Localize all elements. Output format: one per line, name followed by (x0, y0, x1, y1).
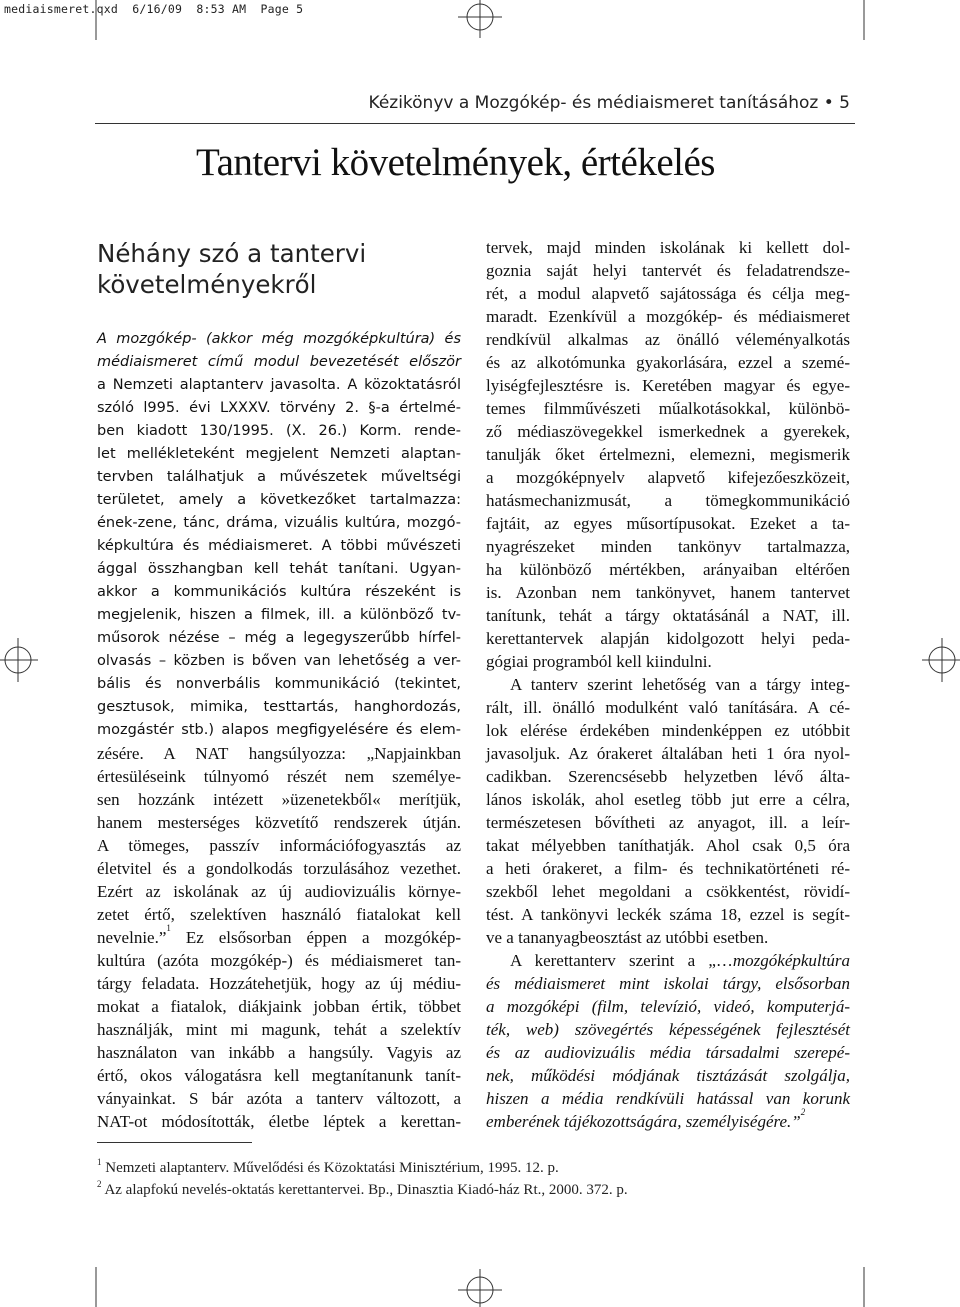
text-line (486, 1107, 850, 1133)
text-line (97, 834, 461, 857)
line-text: maradt. Ezenkívül a mozgókép- és médiaismeret (486, 307, 850, 326)
line-text: rét, a modul alapvető sajátossága és célja meg- (486, 284, 850, 303)
line-text: médiaismeret című modul bevezetését először (97, 354, 461, 370)
footnote-text: Az alapfokú nevelés-oktatás kerettantervei. Bp., Dinasztia Kiadó-ház Rt., 2000. 372. p. (104, 1182, 628, 1198)
text-line (486, 466, 850, 489)
line-text: let mellékleteként megjelent Nemzeti alaptan- (97, 446, 461, 462)
crop-mark-top-right (860, 0, 960, 60)
line-text: műsorok nézése – még a legegyszerűbb hírfel- (97, 630, 461, 646)
line-text: A kerettanterv szerint a „… (510, 951, 733, 970)
text-line (97, 650, 461, 673)
print-slug: mediaismeret.qxd 6/16/09 8:53 AM Page 5 (4, 2, 304, 16)
crop-mark-top-left (0, 0, 100, 60)
section-subheading (97, 238, 437, 300)
text-line (486, 397, 850, 420)
line-text: hatásmechanizmusát, a tömegkommunikáció (486, 491, 850, 510)
line-text: ványainkat. S bár azóta a tanterv változott, a (97, 1089, 461, 1108)
text-line (486, 880, 850, 903)
line-text: értesüléseink túlnyomó részét nem személye- (97, 767, 461, 786)
line-text: rált, ill. önálló modulként való tanítására. A cé- (486, 698, 850, 717)
line-text: ha különböző mértékben, arányaiban eltérően (486, 560, 850, 579)
line-text: életvitel és a gondolkodás torzulásához vezethet. (97, 859, 461, 878)
line-text: kerettantervek alapján kidolgozott helyi peda- (486, 629, 850, 648)
text-line (486, 650, 850, 673)
line-text: ve a tananyagbeosztást az utóbbi esetben. (486, 928, 769, 947)
line-text: kultúra (azóta mozgókép-) és médiaismeret tan- (97, 951, 461, 970)
line-text: megjelenik, hiszen a filmek, ill. a különböző tv- (97, 607, 461, 623)
subheading-line: követelményekről (97, 270, 317, 299)
line-text: temes filmművészeti műalkotásokkal, különbö- (486, 399, 850, 418)
right-column (486, 236, 850, 1133)
text-line (486, 328, 850, 351)
text-line (486, 719, 850, 742)
line-text: képkultúra és médiaismeret. A többi művészeti (97, 538, 461, 554)
text-line (486, 282, 850, 305)
footnote-rule (97, 1142, 252, 1143)
registration-mark-left (0, 630, 40, 690)
text-line (97, 420, 461, 443)
line-text: javasoljuk. Az órakeret általában heti 1 óra nyol- (486, 744, 850, 763)
line-text: használják, mint mi magunk, tehát a szelektív (97, 1020, 461, 1039)
text-line (486, 558, 850, 581)
footnote-ref: 2 (800, 1107, 806, 1117)
footnote-text: Nemzeti alaptanterv. Művelődési és Közoktatási Minisztérium, 1995. 12. p. (105, 1160, 559, 1176)
text-line (486, 535, 850, 558)
line-text: nyagrészeket minden tankönyv tartalmazza, (486, 537, 850, 556)
text-line (97, 512, 461, 535)
text-line (97, 923, 461, 949)
line-text: ben kiadott 130/1995. (X. 26.) Korm. rende- (97, 423, 461, 439)
line-text: bális és nonverbális kommunikáció (tekintet, (97, 676, 461, 692)
line-text: Ez elsősorban éppen a mozgókép- (170, 928, 461, 947)
text-line (486, 857, 850, 880)
line-text: olvasás – közben is bőven van lehetőség a ver- (97, 653, 461, 669)
text-line (97, 903, 461, 926)
crop-mark-bottom-left (0, 1247, 100, 1307)
line-text: és az audiovizuális média társadalmi szerepé- (486, 1043, 850, 1062)
text-line (486, 995, 850, 1018)
text-line (97, 742, 461, 765)
text-line (486, 351, 850, 374)
text-line (97, 1110, 461, 1133)
footnote-2 (97, 1179, 628, 1199)
text-line (97, 949, 461, 972)
text-line (486, 834, 850, 857)
line-text: Ezért az iskolának az új audiovizuális környe- (97, 882, 461, 901)
text-line (97, 696, 461, 719)
text-line (486, 420, 850, 443)
text-line (97, 673, 461, 696)
footnote-1 (97, 1157, 559, 1177)
line-text: területet, amely a következőket tartalmazza: (97, 492, 461, 508)
text-line (97, 443, 461, 466)
line-text: értő, okos válogatásra kell megtanítanunk tanít- (97, 1066, 461, 1085)
text-line (486, 788, 850, 811)
line-text: és médiaismeret mint iskolai tárgy, elsősorban (486, 974, 850, 993)
line-text: használaton van inkább a hangsúly. Vagyis az (97, 1043, 461, 1062)
text-line (486, 972, 850, 995)
line-text: hiszen a média rendkívüli hatással van korunk (486, 1089, 850, 1108)
line-text-italic: mozgóképkultúra (732, 951, 850, 970)
text-line (97, 857, 461, 880)
page-title: Tantervi követelmények, értékelés (196, 141, 715, 184)
running-header: Kézikönyv a Mozgókép- és médiaismeret tanításához • 5 (368, 93, 850, 113)
text-line (486, 581, 850, 604)
text-line (486, 305, 850, 328)
text-line (97, 328, 461, 351)
line-text: lyiségfejlesztésre is. Keretében magyar és egye- (486, 376, 850, 395)
text-line (486, 765, 850, 788)
footnote-number: 2 (97, 1179, 102, 1189)
text-line (486, 903, 850, 926)
text-line (486, 673, 850, 696)
text-line (97, 972, 461, 995)
text-line (97, 811, 461, 834)
text-line (97, 535, 461, 558)
crop-mark-bottom-right (860, 1247, 960, 1307)
line-text: mokat a fiatalok, diákjaink jobban értik, többet (97, 997, 461, 1016)
text-line (97, 604, 461, 627)
line-text: ággal összhangban kell tehát tanítani. Ugyan- (97, 561, 461, 577)
text-line (486, 926, 850, 949)
line-text: A mozgókép- (akkor még mozgóképkultúra) és (97, 331, 461, 347)
text-line (486, 259, 850, 282)
footnote-number: 1 (97, 1157, 102, 1167)
text-line (486, 1064, 850, 1087)
text-line (486, 443, 850, 466)
text-line (486, 604, 850, 627)
line-text: a heti órakeret, a film- és technikatörténeti ré- (486, 859, 850, 878)
text-line (486, 1018, 850, 1041)
text-line (97, 995, 461, 1018)
text-line (97, 374, 461, 397)
text-line (486, 742, 850, 765)
line-text: tervben találhatjuk a művészetek műveltségi (97, 469, 461, 485)
line-text: akkor a kommunikációs kultúra részeként is (97, 584, 461, 600)
line-text: ének-zene, tánc, dráma, vizuális kultúra, mozgó- (97, 515, 461, 531)
text-line (486, 512, 850, 535)
text-line (97, 1064, 461, 1087)
line-text: sen hozzánk intézett »üzenetekből« merítjük, (97, 790, 461, 809)
header-rule (95, 123, 855, 124)
line-text: mozgástér stb.) alapos megfigyelésére és elem- (97, 722, 461, 738)
text-line (97, 558, 461, 581)
line-text: takat mélyebben taníthatják. Ahol csak 0,5 óra (486, 836, 850, 855)
line-text: a mozgóképnyelv alapvető kifejezőeszközeit, (486, 468, 850, 487)
line-text: ték, web) szövegértés képességének fejlesztését (486, 1020, 850, 1039)
line-text: gesztusok, mimika, testtartás, hanghordozás, (97, 699, 461, 715)
text-line (97, 1018, 461, 1041)
text-line (97, 719, 461, 742)
line-text: tárgy feladata. Hozzátehetjük, hogy az új médiu- (97, 974, 461, 993)
line-text: emberének tájékozottságára, személyiségére.” (486, 1112, 801, 1131)
text-line (97, 466, 461, 489)
text-line (97, 788, 461, 811)
text-line (486, 1087, 850, 1110)
text-line (486, 236, 850, 259)
line-text: gógiai programból kell kiindulni. (486, 652, 712, 671)
line-text: nevelnie.” (97, 928, 167, 947)
line-text: tanulják őket értelmezni, elemezni, megismerik (486, 445, 850, 464)
text-line (97, 397, 461, 420)
line-text: cadikban. Szerencsésebb helyzetben lévő álta- (486, 767, 850, 786)
text-line (486, 1041, 850, 1064)
line-text: A tanterv szerint lehetőség van a tárgy integ- (510, 675, 850, 694)
text-line (97, 627, 461, 650)
line-text: ző médiaszövegekkel ismerkednek a gyerekek, (486, 422, 850, 441)
line-text: NAT-ot módosították, életbe léptek a kerettan- (97, 1112, 461, 1131)
line-text: goznia saját helyi tantervét és feladatrendsze- (486, 261, 850, 280)
text-line (97, 1087, 461, 1110)
footnote-ref: 1 (166, 923, 171, 933)
text-line (486, 811, 850, 834)
line-text: nek, működési módjának tisztázását szolgálja, (486, 1066, 850, 1085)
line-text: A tömeges, passzív információfogyasztás az (97, 836, 461, 855)
text-line (486, 949, 850, 972)
text-line (486, 374, 850, 397)
line-text: is. Azonban nem tankönyvet, hanem tantervet (486, 583, 850, 602)
registration-mark-bottom (440, 1267, 520, 1307)
line-text: szóló l995. évi LXXXV. törvény 2. §-a értelmé- (97, 400, 461, 416)
line-text: szekből lehet megoldani a csökkentést, rövidí- (486, 882, 850, 901)
line-text: lános iskolák, ahol esetleg több jut erre a célra, (486, 790, 850, 809)
line-text: lok elérése érdekében mindenképpen ez utóbbit (486, 721, 850, 740)
registration-mark-right (920, 630, 960, 690)
line-text: zésére. A NAT hangsúlyozza: „Napjainkban (97, 744, 461, 763)
subheading-line: Néhány szó a tantervi (97, 239, 367, 268)
line-text: fajtáit, az egyes műsortípusokat. Ezeket a ta- (486, 514, 850, 533)
line-text: természetesen bővítheti az anyagot, ill. a leír- (486, 813, 850, 832)
line-text: tervek, majd minden iskolának ki kellett dol- (486, 238, 850, 257)
line-text: a Nemzeti alaptanterv javasolta. A közoktatásról (97, 377, 461, 393)
text-line (486, 696, 850, 719)
text-line (486, 489, 850, 512)
line-text: rendkívül alkalmas az önálló véleményalkotás (486, 330, 850, 349)
text-line (486, 627, 850, 650)
line-text: hanem mesterséges közvetítő rendszerek útján. (97, 813, 461, 832)
text-line (97, 880, 461, 903)
line-text: tést. A tankönyvi leckék száma 18, ezzel is segít- (486, 905, 850, 924)
left-column (97, 328, 461, 1133)
line-text: tanítunk, tehát a tárgy oktatásánál a NAT, ill. (486, 606, 850, 625)
text-line (97, 351, 461, 374)
text-line (97, 581, 461, 604)
line-text: és az alkotómunka gyakorlására, ezzel a szemé- (486, 353, 850, 372)
registration-mark-top (440, 0, 520, 40)
line-text: zetet értő, szelektíven használó fiatalokat kell (97, 905, 461, 924)
text-line (97, 489, 461, 512)
text-line (97, 765, 461, 788)
text-line (97, 1041, 461, 1064)
line-text: a mozgóképi (film, televízió, videó, komputerjá- (486, 997, 850, 1016)
